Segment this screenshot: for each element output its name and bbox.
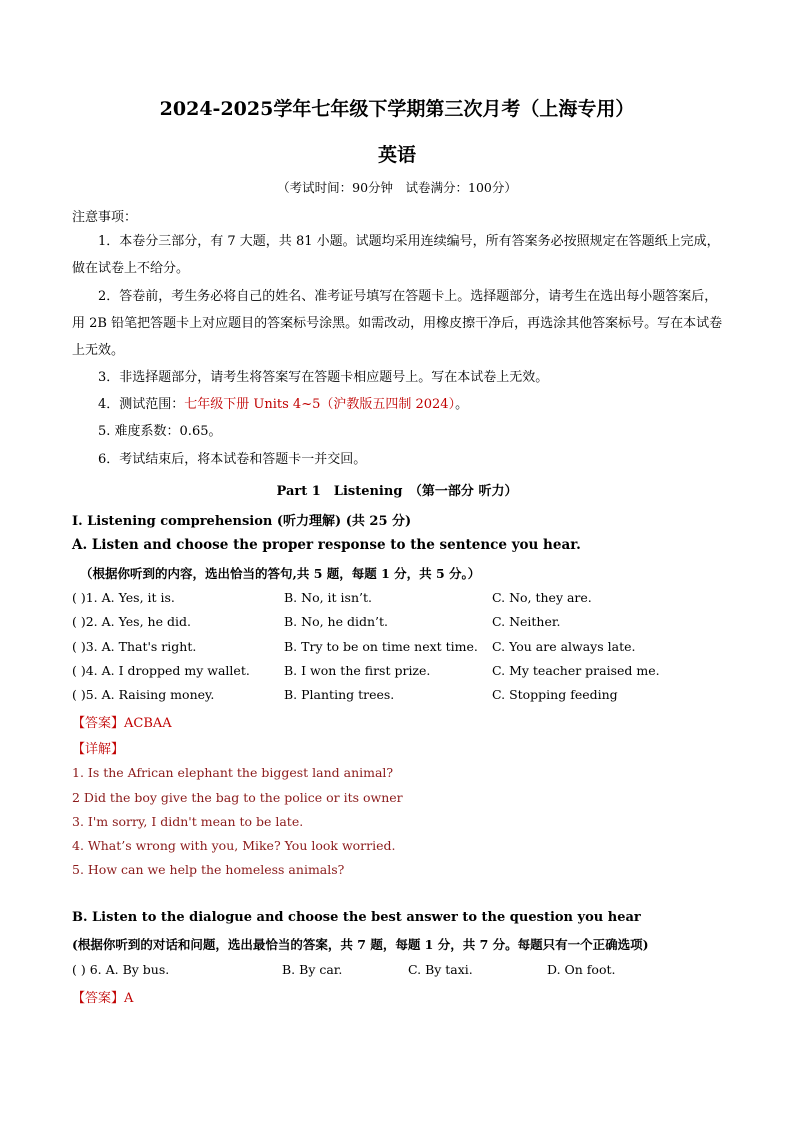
detail-2: 2 Did the boy give the bag to the police or its owner bbox=[72, 790, 403, 805]
test-range: 七年级下册 Units 4~5（沪教版五四制 2024） bbox=[184, 397, 456, 412]
question-1-c: C. No, they are. bbox=[492, 590, 592, 605]
question-1-a: ( )1. A. Yes, it is. bbox=[72, 590, 175, 605]
answer-label: 【答案】 bbox=[72, 716, 125, 731]
part1-heading: Part 1 Listening （第一部分 听力） bbox=[276, 484, 518, 499]
notice-item-4-suffix: 。 bbox=[455, 397, 469, 412]
question-3-c: C. You are always late. bbox=[492, 639, 636, 654]
question-6-a: ( ) 6. A. By bus. bbox=[72, 962, 170, 977]
notice-item-3: 3．非选择题部分，请考生将答案写在答题卡相应题号上。写在本试卷上无效。 bbox=[98, 370, 549, 385]
detail-3: 3. I'm sorry, I didn't mean to be late. bbox=[72, 814, 304, 829]
notice-item-5: 5. 难度系数：0.65。 bbox=[98, 424, 222, 439]
notice-item-2: 2．答卷前，考生务必将自己的姓名、准考证号填写在答题卡上。选择题部分，请考生在选出每小题答案后，用 2B 铅笔把答题卡上对应题目的答案标号涂黑。如需改动，用橡皮擦干净后，再选涂其他答案标号。写在本试卷上无效。 bbox=[72, 289, 723, 358]
question-4-a: ( )4. A. I dropped my wallet. bbox=[72, 663, 250, 678]
notice-item-1: 1．本卷分三部分，有 7 大题，共 81 小题。试题均采用连续编号，所有答案务必按照规定在答题纸上完成，做在试卷上不给分。 bbox=[72, 234, 720, 276]
question-6-c: C. By taxi. bbox=[408, 962, 473, 977]
section-b-title: B. Listen to the dialogue and choose the best answer to the question you hear bbox=[72, 910, 641, 925]
detail-1: 1. Is the African elephant the biggest land animal? bbox=[72, 765, 394, 780]
answer-b-label: 【答案】 bbox=[72, 991, 125, 1006]
detail-5: 5. How can we help the homeless animals? bbox=[72, 862, 345, 877]
answer-b-value: A bbox=[124, 991, 134, 1006]
question-6-b: B. By car. bbox=[282, 962, 343, 977]
answer-value: ACBAA bbox=[124, 716, 172, 731]
answer-a bbox=[72, 712, 172, 731]
question-5-c: C. Stopping feeding bbox=[492, 687, 618, 702]
notice-heading: 注意事项： bbox=[72, 210, 138, 225]
section-a-instructions: （根据你听到的内容，选出恰当的答句,共 5 题，每题 1 分，共 5 分。） bbox=[80, 566, 481, 581]
notice-item-6: 6．考试结束后，将本试卷和答题卡一并交回。 bbox=[98, 452, 367, 467]
question-1-b: B. No, it isn’t. bbox=[284, 590, 372, 605]
answer-b bbox=[72, 987, 133, 1006]
page-title: 2024-2025学年七年级下学期第三次月考（上海专用） bbox=[159, 98, 635, 120]
section-b-instructions: (根据你听到的对话和问题，选出最恰当的答案，共 7 题，每题 1 分，共 7 分。每题只有一个正确选项) bbox=[72, 937, 649, 952]
question-4-b: B. I won the first prize. bbox=[284, 663, 431, 678]
question-6-d: D. On foot. bbox=[547, 962, 616, 977]
question-2-c: C. Neither. bbox=[492, 614, 561, 629]
notice-item-4-prefix: 4．测试范围： bbox=[98, 397, 185, 412]
question-2-a: ( )2. A. Yes, he did. bbox=[72, 614, 191, 629]
question-3-a: ( )3. A. That's right. bbox=[72, 639, 197, 654]
notice-item-4 bbox=[72, 391, 727, 418]
section-a-title: A. Listen and choose the proper response to the sentence you hear. bbox=[72, 537, 581, 553]
question-2-b: B. No, he didn’t. bbox=[284, 614, 388, 629]
exam-info: （考试时间：90分钟 试卷满分：100分） bbox=[277, 180, 517, 195]
detail-label: 【详解】 bbox=[72, 742, 125, 757]
subject-title: 英语 bbox=[377, 144, 416, 166]
question-3-b: B. Try to be on time next time. bbox=[284, 639, 478, 654]
question-5-a: ( )5. A. Raising money. bbox=[72, 687, 215, 702]
detail-4: 4. What’s wrong with you, Mike? You look worried. bbox=[72, 838, 396, 853]
section-listening-comprehension: I. Listening comprehension (听力理解) (共 25 分) bbox=[72, 514, 412, 529]
question-4-c: C. My teacher praised me. bbox=[492, 663, 660, 678]
question-5-b: B. Planting trees. bbox=[284, 687, 395, 702]
